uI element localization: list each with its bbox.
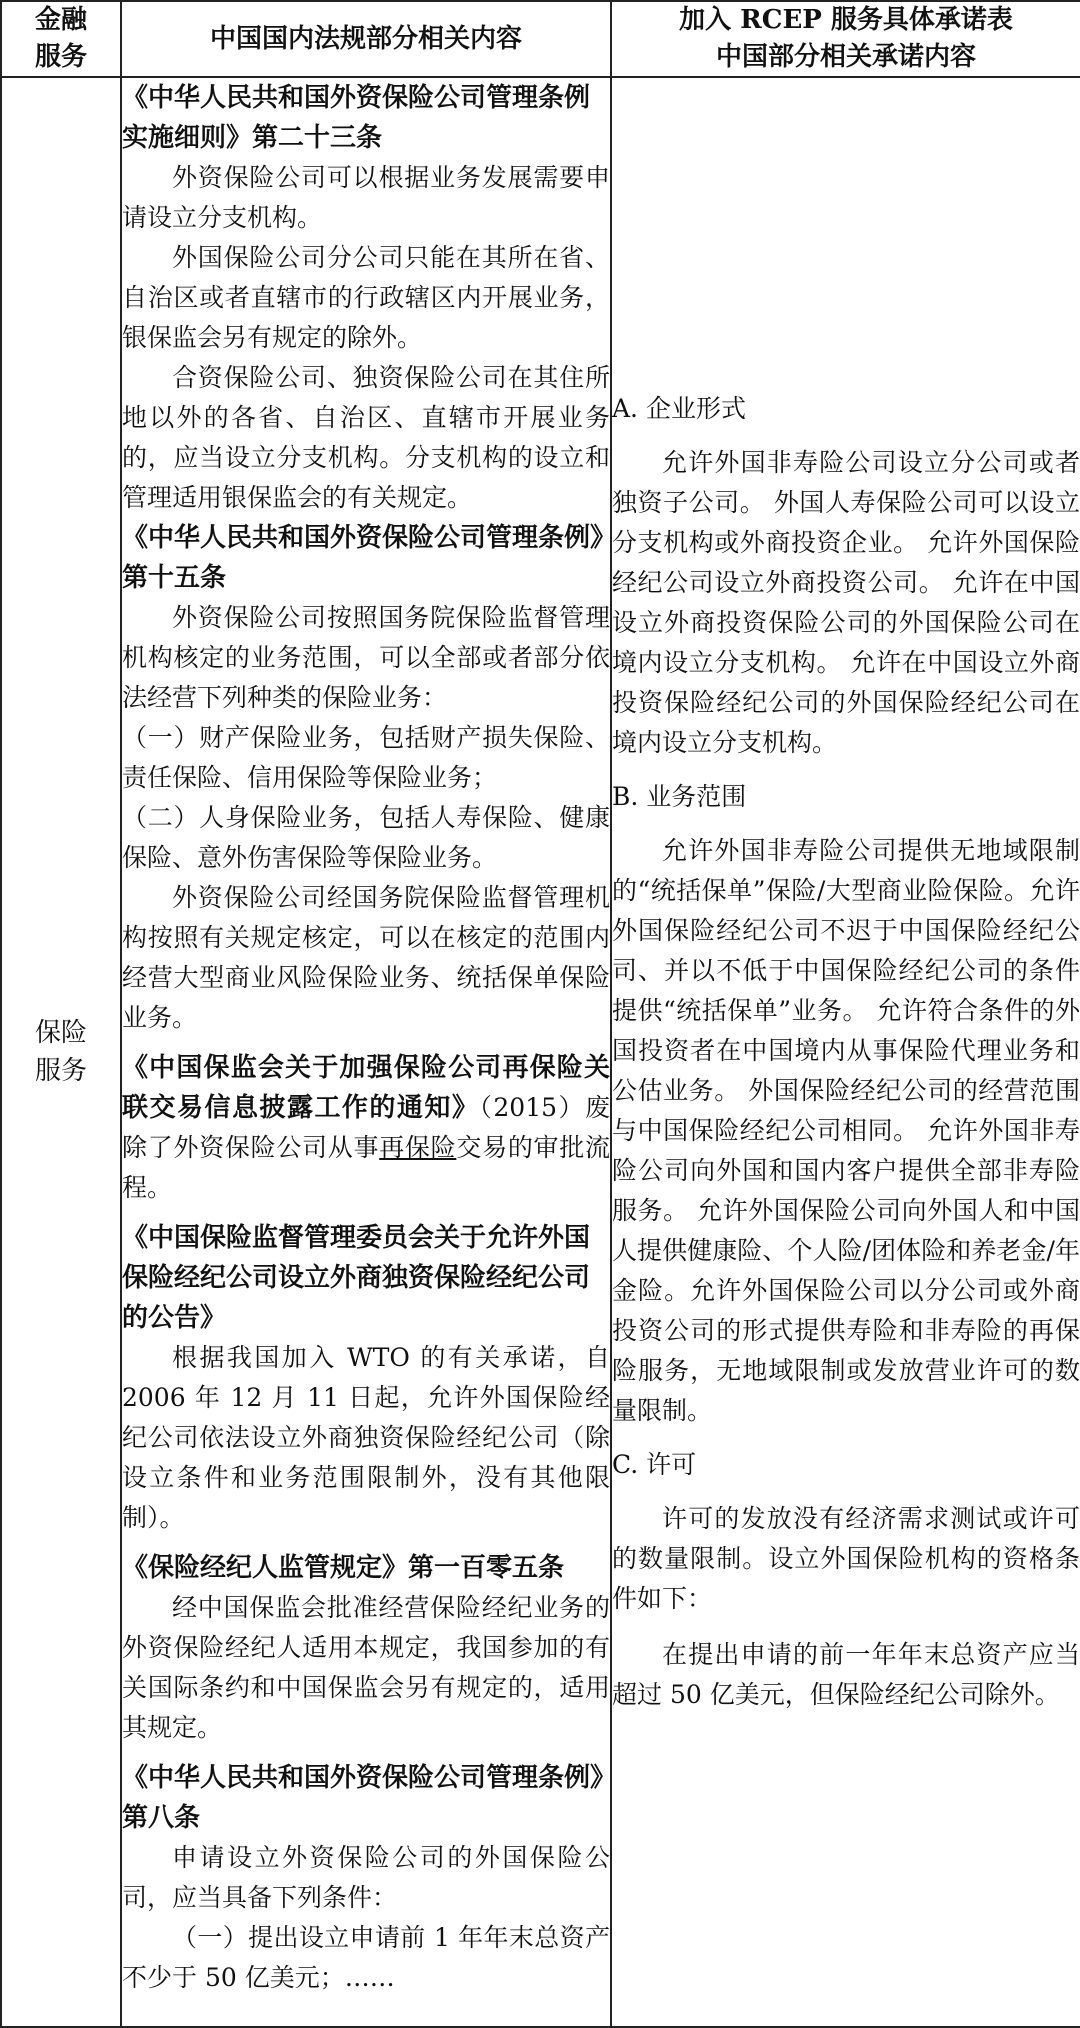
header-domestic-law: 中国国内法规部分相关内容	[121, 1, 611, 77]
underlined-term: 再保险	[379, 1133, 457, 1162]
rcep-commitment-cell	[611, 77, 1080, 2027]
law-paragraph: 外资保险公司按照国务院保险监督管理机构核定的业务范围，可以全部或者部分依法经营下列种类的保险业务：	[122, 603, 610, 712]
header-rcep-commitment: 加入 RCEP 服务具体承诺表 中国部分相关承诺内容	[611, 1, 1080, 77]
law-title: 《中华人民共和国外资保险公司管理条例》第八条	[122, 1763, 604, 1833]
law-paragraph: 经中国保监会批准经营保险经纪业务的外资保险经纪人适用本规定，我国参加的有关国际条约和中国保监会另有规定的，适用其规定。	[122, 1593, 610, 1742]
category-cell: 保险 服务	[1, 77, 121, 2027]
law-paragraph: 外国保险公司分公司只能在其所在省、自治区或者直辖市的行政辖区内开展业务，银保监会另有规定的除外。	[122, 243, 610, 352]
header-category: 金融 服务	[1, 1, 121, 77]
section-heading-c: C. 许可	[612, 1450, 697, 1479]
law-paragraph: 合资保险公司、独资保险公司在其住所地以外的各省、自治区、直辖市开展业务的，应当设立分支机构。分支机构的设立和管理适用银保监会的有关规定。	[122, 363, 610, 512]
law-title: 《中国保监会关于加强保险公司再保险关联交易信息披露工作的通知》	[122, 1053, 610, 1123]
commitment-paragraph: 许可的发放没有经济需求测试或许可的数量限制。设立外国保险机构的资格条件如下：	[612, 1504, 1080, 1613]
law-list-item: （一）财产保险业务，包括财产损失保险、责任保险、信用保险等保险业务；	[122, 723, 610, 792]
section-heading-b: B. 业务范围	[612, 782, 747, 811]
domestic-law-cell	[121, 77, 611, 2027]
table-header-row	[1, 1, 1080, 77]
law-paragraph: 外资保险公司可以根据业务发展需要申请设立分支机构。	[122, 163, 610, 232]
law-title: 《中国保险监督管理委员会关于允许外国保险经纪公司设立外商独资保险经纪公司的公告》	[122, 1223, 591, 1333]
table-row	[1, 77, 1080, 2027]
law-title: 《中华人民共和国外资保险公司管理条例实施细则》第二十三条	[122, 83, 591, 153]
law-paragraph: 申请设立外资保险公司的外国保险公司，应当具备下列条件：	[122, 1843, 610, 1912]
commitment-paragraph: 在提出申请的前一年年末总资产应当超过 50 亿美元，但保险经纪公司除外。	[612, 1640, 1080, 1709]
law-paragraph: （一）提出设立申请前 1 年年末总资产不少于 50 亿美元；……	[122, 1923, 610, 1992]
law-title: 《中华人民共和国外资保险公司管理条例》第十五条	[122, 523, 604, 593]
law-paragraph: 根据我国加入 WTO 的有关承诺，自 2006 年 12 月 11 日起，允许外国保险经纪公司依法设立外商独资保险经纪公司（除设立条件和业务范围限制外，没有其他限制）。	[122, 1343, 610, 1532]
section-heading-a: A. 企业形式	[612, 394, 746, 423]
law-paragraph: 外资保险公司经国务院保险监督管理机构按照有关规定核定，可以在核定的范围内经营大型商业风险保险业务、统括保单保险业务。	[122, 883, 610, 1032]
law-list-item: （二）人身保险业务，包括人寿保险、健康保险、意外伤害保险等保险业务。	[122, 803, 610, 872]
commitment-paragraph: 允许外国非寿险公司提供无地域限制的“统括保单”保险/大型商业险保险。允许外国保险经纪公司不迟于中国保险经纪公司、并以不低于中国保险经纪公司的条件提供“统括保单”业务。 允许符合条件的外国投资者在中国境内从事保险代理业务和公估业务。 外国保险经纪公司的经营范围与中国保险经纪公司相同。 允许外国非寿险公司向外国和国内客户提供全部非寿险服务。 允许外国保险公司向外国人和中国人提供健康险、个人险/团体险和养老金/年金险。允许外国保险公司以分公司或外商投资公司的形式提供寿险和非寿险的再保险服务，无地域限制或发放营业许可的数量限制。	[612, 836, 1080, 1425]
commitment-paragraph: 允许外国非寿险公司设立分公司或者独资子公司。 外国人寿保险公司可以设立分支机构或外商投资企业。 允许外国保险经纪公司设立外商投资公司。 允许在中国设立外商投资保险公司的外国保险公司在境内设立分支机构。 允许在中国设立外商投资保险经纪公司的外国保险经纪公司在境内设立分支机构。	[612, 448, 1080, 757]
law-notice-paragraph: 《中国保监会关于加强保险公司再保险关联交易信息披露工作的通知》（2015）废除了外资保险公司从事再保险交易的审批流程。	[122, 1053, 610, 1202]
law-title: 《保险经纪人监管规定》第一百零五条	[122, 1553, 565, 1583]
